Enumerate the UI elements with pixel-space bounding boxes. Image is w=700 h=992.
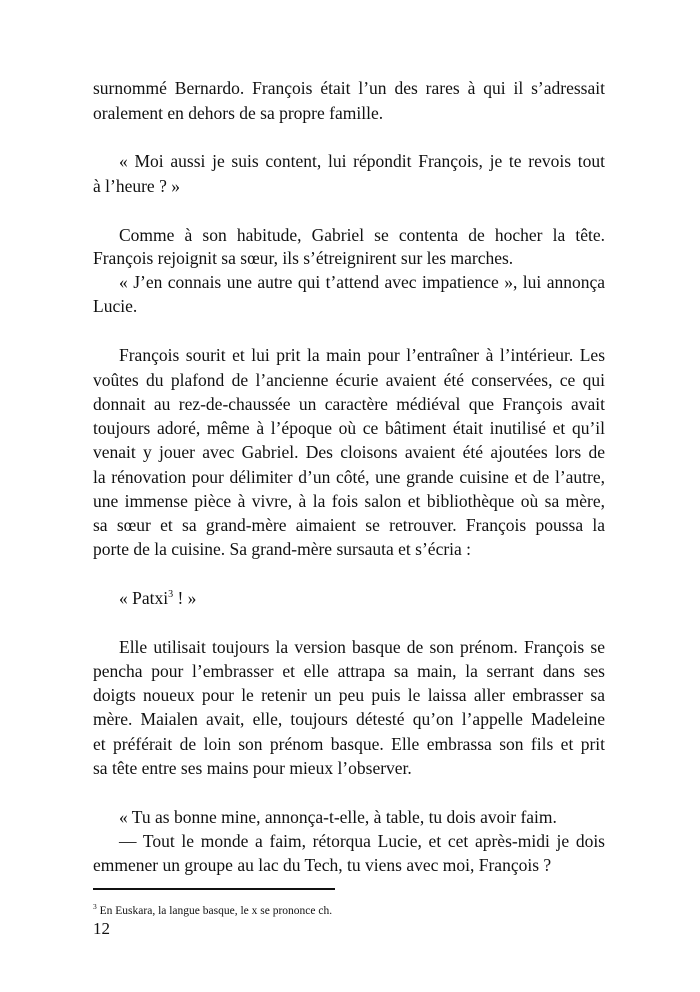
text-line: porte de la cuisine. Sa grand-mère sursauta et s’écria : [93, 539, 472, 559]
text-line: emmener un groupe au lac du Tech, tu viens avec moi, François ? [93, 855, 552, 875]
text-line: à l’heure ? » [93, 176, 180, 196]
text-line: « J’en connais une autre qui t’attend avec impatience », lui annonça [119, 272, 605, 292]
text-line: la rénovation pour délimiter d’un côté, une grande cuisine et de l’autre, [93, 467, 605, 487]
footnote-number: 3 [93, 902, 97, 912]
quote-close: ! » [173, 588, 197, 608]
footnote-reference: 3 [168, 589, 174, 601]
text-line [119, 586, 605, 610]
text-line: pencha pour l’embrasser et elle attrapa sa main, la serrant dans ses [93, 661, 605, 681]
text-line: doigts noueux pour le retenir un peu puis le laissa aller embrasser sa [93, 685, 605, 705]
text-line: venait y jouer avec Gabriel. Des cloisons avaient été ajoutées lors de [93, 442, 605, 462]
footnote-text: En Euskara, la langue basque, le x se prononce ch. [96, 905, 333, 917]
text-line: sa tête entre ses mains pour mieux l’observer. [93, 758, 412, 778]
text-line: François rejoignit sa sœur, ils s’étreignirent sur les marches. [93, 248, 514, 268]
text-line: mère. Maialen avait, elle, toujours détesté qu’on l’appelle Madeleine [93, 709, 605, 729]
text-line: — Tout le monde a faim, rétorqua Lucie, et cet après-midi je dois [119, 831, 605, 851]
quote-open: « Patxi [119, 588, 169, 608]
text-line: Lucie. [93, 296, 138, 316]
text-line: Comme à son habitude, Gabriel se contenta de hocher la tête. [119, 225, 605, 245]
text-line: oralement en dehors de sa propre famille. [93, 103, 384, 123]
footnote-separator [93, 888, 335, 890]
text-line: sa sœur et sa grand-mère aimaient se retrouver. François poussa la [93, 515, 605, 535]
text-line: Elle utilisait toujours la version basque de son prénom. François se [119, 637, 605, 657]
text-line: toujours adoré, même à l’époque où ce bâtiment était inutilisé et qu’il [93, 418, 605, 438]
footnote [93, 904, 332, 918]
page-number: 12 [93, 919, 110, 938]
text-line: surnommé Bernardo. François était l’un des rares à qui il s’adressait [93, 78, 605, 98]
text-line: donnait au rez-de-chaussée un caractère médiéval que François avait [93, 394, 605, 414]
text-line: « Tu as bonne mine, annonça-t-elle, à table, tu dois avoir faim. [119, 807, 557, 827]
text-line: François sourit et lui prit la main pour l’entraîner à l’intérieur. Les [119, 345, 605, 365]
text-line: et préférait de loin son prénom basque. Elle embrassa son fils et prit [93, 734, 605, 754]
text-line: voûtes du plafond de l’ancienne écurie avaient été conservées, ce qui [93, 370, 605, 390]
text-line: « Moi aussi je suis content, lui répondit François, je te revois tout [119, 151, 605, 171]
text-line: une immense pièce à vivre, à la fois salon et bibliothèque où sa mère, [93, 491, 605, 511]
